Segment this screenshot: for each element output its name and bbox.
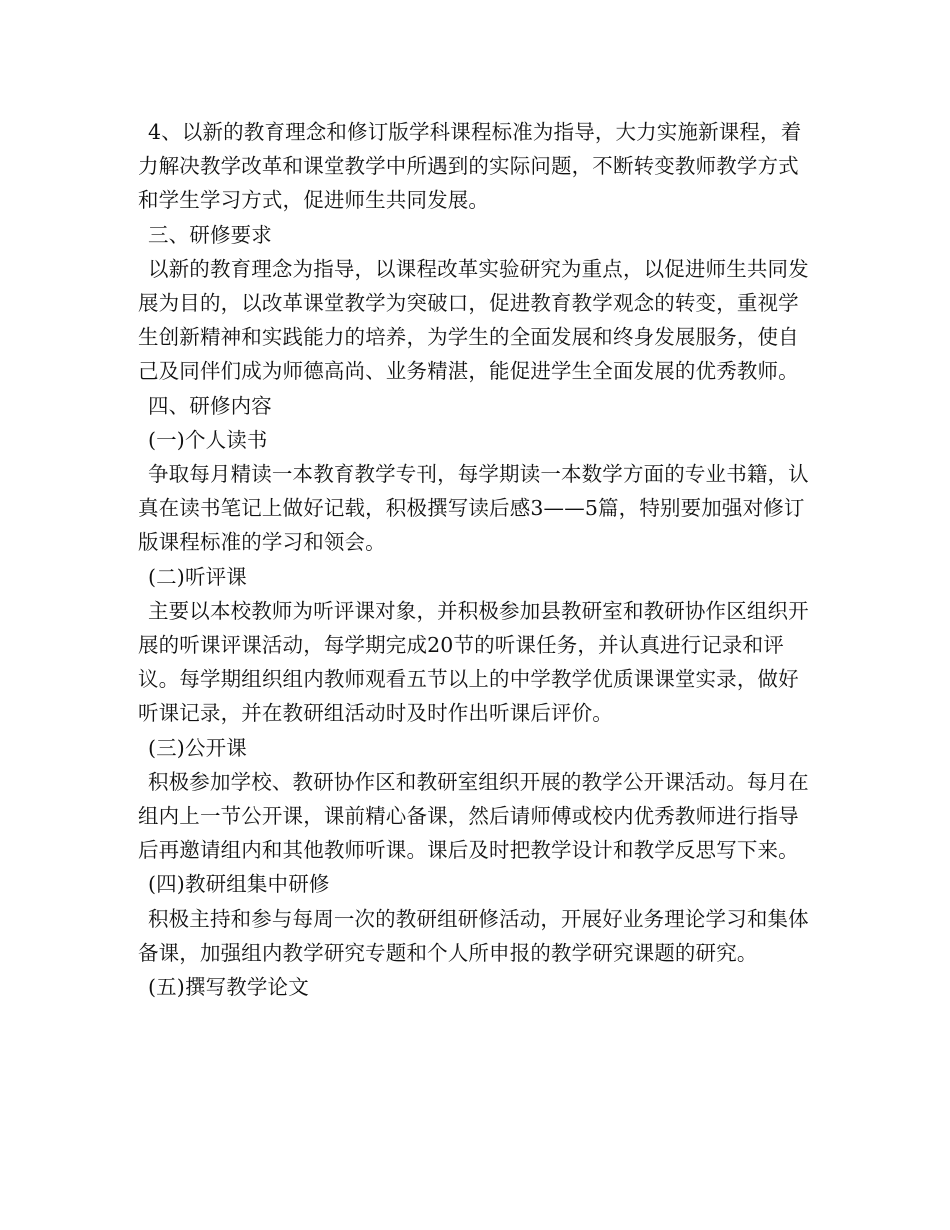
paragraph-group-study: 积极主持和参与每周一次的教研组研修活动，开展好业务理论学习和集体备课，加强组内教学研究专题和个人所申报的教学研究课题的研究。	[138, 906, 809, 965]
paragraph-objective-4: 4、以新的教育理念和修订版学科课程标准为指导，大力实施新课程，着力解决教学改革和课堂教学中所遇到的实际问题，不断转变教师教学方式和学生学习方式，促进师生共同发展。	[138, 120, 802, 213]
subheading-reading: (一)个人读书	[148, 427, 268, 452]
paragraph-open-class: 积极参加学校、教研协作区和教研室组织开展的教学公开课活动。每月在组内上一节公开课，课前精心备课，然后请师傅或校内优秀教师进行指导后再邀请组内和其他教师听课。课后及时把教学设计和教学反思写下来。	[138, 769, 809, 863]
subheading-open-class: (三)公开课	[148, 735, 247, 760]
section-heading-requirements: 三、研修要求	[148, 222, 272, 247]
paragraph-reading: 争取每月精读一本教育教学专刊，每学期读一本数学方面的专业书籍，认真在读书笔记上做好记载，积极撰写读后感3——5篇，特别要加强对修订版课程标准的学习和领会。	[138, 462, 809, 555]
subheading-lesson-observation: (二)听评课	[148, 564, 247, 589]
section-heading-content: 四、研修内容	[148, 393, 272, 418]
document-body	[138, 115, 818, 1004]
paragraph-requirements: 以新的教育理念为指导，以课程改革实验研究为重点，以促进师生共同发展为目的，以改革课堂教学为突破口，促进教育教学观念的转变，重视学生创新精神和实践能力的培养，为学生的全面发展和终身发展服务，使自己及同伴们成为师德高尚、业务精湛，能促进学生全面发展的优秀教师。	[138, 256, 809, 384]
subheading-group-study: (四)教研组集中研修	[148, 872, 330, 897]
paragraph-lesson-observation: 主要以本校教师为听评课对象，并积极参加县教研室和教研协作区组织开展的听课评课活动，每学期完成20节的听课任务，并认真进行记录和评议。每学期组织组内教师观看五节以上的中学教学优质课课堂实录，做好听课记录，并在教研组活动时及时作出听课后评价。	[138, 598, 809, 726]
subheading-papers: (五)撰写教学论文	[148, 975, 309, 1000]
